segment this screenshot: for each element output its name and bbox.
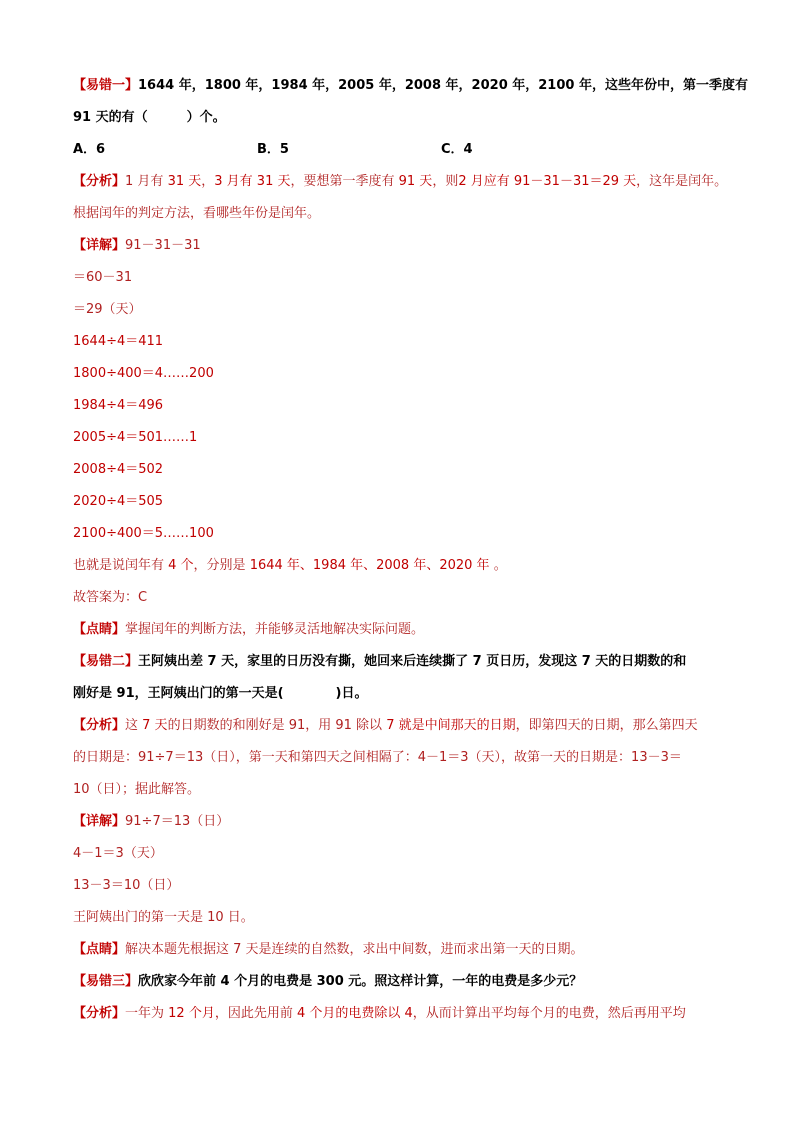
- calc-line: 1984÷4＝496: [73, 398, 164, 413]
- tip-text: 解决本题先根据这 7 天是连续的自然数，求出中间数，进而求出第一天的日期。: [125, 942, 584, 957]
- analysis-text: ，因此先用前: [214, 1006, 297, 1021]
- detail-line: 13－3＝10（日）: [73, 878, 180, 893]
- problem-1-question: [73, 76, 748, 96]
- analysis-text: 3 月有 31 天: [214, 174, 291, 189]
- analysis-text: ，要想第一季度有: [290, 174, 399, 189]
- analysis-text: ，: [201, 174, 215, 189]
- analysis-line: 的日期是：91÷7＝13（日），第一天和第四天之间相隔了：4－1＝3（天），故第一天的日期是：13－3＝: [73, 750, 682, 765]
- calc-line: 2008÷4＝502: [73, 462, 164, 477]
- analysis-text: ，则: [432, 174, 459, 189]
- analysis-text: ，即第四天的日期，那么第四天: [515, 718, 698, 733]
- problem-2-question-cont: 刚好是 91，王阿姨出门的第一天是( )日。: [73, 686, 368, 701]
- problem-1-detail: [73, 236, 201, 256]
- question-text: 王阿姨出差 7 天，家里的日历没有撕，她回来后连续撕了 7 页日历，发现这 7 天的日期数的和: [138, 654, 687, 669]
- summary-text: 也就是说闰年有: [73, 558, 169, 573]
- analysis-text: 一年为: [125, 1006, 169, 1021]
- option-b: B．5: [257, 142, 289, 157]
- calc-line: 1644÷4＝411: [73, 334, 164, 349]
- answer-line: 故答案为：C: [73, 590, 148, 605]
- analysis-text: 7 就是中间那天的日期: [386, 718, 516, 733]
- analysis-text: 4 个月的电费除以 4: [296, 1006, 413, 1021]
- summary-text: 1644 年、1984 年、2008 年、2020 年: [249, 558, 490, 573]
- option-c: C．4: [441, 142, 473, 157]
- analysis-text: 2 月应有 91－31－31＝29 天: [458, 174, 637, 189]
- problem-2-tip: [73, 940, 584, 960]
- problem-3-question: [73, 972, 582, 992]
- analysis-text: 7 天: [142, 718, 168, 733]
- problem-1-tip: [73, 620, 424, 640]
- calc-line: 2100÷400＝5……100: [73, 526, 214, 541]
- calc-line: 1800÷400＝4……200: [73, 366, 214, 381]
- tip-text: 掌握闰年的判断方法，并能够灵活地解决实际问题。: [125, 622, 425, 637]
- analysis-text: 31 天: [167, 174, 202, 189]
- summary-text: 。: [489, 558, 507, 573]
- problem-tag: 【易错一】: [73, 78, 139, 93]
- detail-text: 91－31－31: [125, 238, 201, 253]
- option-a: A．6: [73, 142, 106, 157]
- problem-1-question-cont: 91 天的有（ ）个。: [73, 110, 226, 125]
- detail-text: 91÷7＝13（日）: [125, 814, 230, 829]
- problem-2-detail: [73, 812, 229, 832]
- problem-1-analysis-cont: 根据闰年的判定方法，看哪些年份是闰年。: [73, 206, 321, 221]
- analysis-text: 1 月有: [125, 174, 168, 189]
- detail-line: 4－1＝3（天）: [73, 846, 163, 861]
- detail-tag: 【详解】: [73, 238, 126, 253]
- analysis-text: 这: [125, 718, 143, 733]
- problem-1-analysis: [73, 172, 727, 192]
- detail-line: ＝29（天）: [73, 302, 142, 317]
- calc-line: 2020÷4＝505: [73, 494, 164, 509]
- tip-tag: 【点睛】: [73, 622, 126, 637]
- analysis-line: 10（日）；据此解答。: [73, 782, 201, 797]
- problem-tag: 【易错二】: [73, 654, 139, 669]
- summary-text: ，分别是: [193, 558, 250, 573]
- summary-text: 4 个: [168, 558, 194, 573]
- analysis-text: ，这年是闰年。: [636, 174, 728, 189]
- problem-tag: 【易错三】: [73, 974, 139, 989]
- analysis-text: ，从而计算出平均每个月的电费，然后再用平均: [412, 1006, 686, 1021]
- calc-line: 2005÷4＝501……1: [73, 430, 198, 445]
- problem-3-analysis: [73, 1004, 686, 1024]
- analysis-text: 的日期数的和刚好是 91，用 91 除以: [167, 718, 387, 733]
- analysis-tag: 【分析】: [73, 1006, 126, 1021]
- analysis-text: 12 个月: [168, 1006, 215, 1021]
- detail-line: 王阿姨出门的第一天是 10 日。: [73, 910, 254, 925]
- tip-tag: 【点睛】: [73, 942, 126, 957]
- problem-2-question: [73, 652, 686, 672]
- analysis-text: 91 天: [398, 174, 433, 189]
- problem-2-analysis: [73, 716, 698, 736]
- analysis-tag: 【分析】: [73, 174, 126, 189]
- summary-line: [73, 556, 507, 576]
- question-text: 欣欣家今年前 4 个月的电费是 300 元。照这样计算，一年的电费是多少元？: [138, 974, 583, 989]
- detail-tag: 【详解】: [73, 814, 126, 829]
- analysis-tag: 【分析】: [73, 718, 126, 733]
- question-text: 1644 年，1800 年，1984 年，2005 年，2008 年，2020 年，2100 年，这些年份中，第一季度有: [138, 78, 748, 93]
- detail-line: ＝60－31: [73, 270, 133, 285]
